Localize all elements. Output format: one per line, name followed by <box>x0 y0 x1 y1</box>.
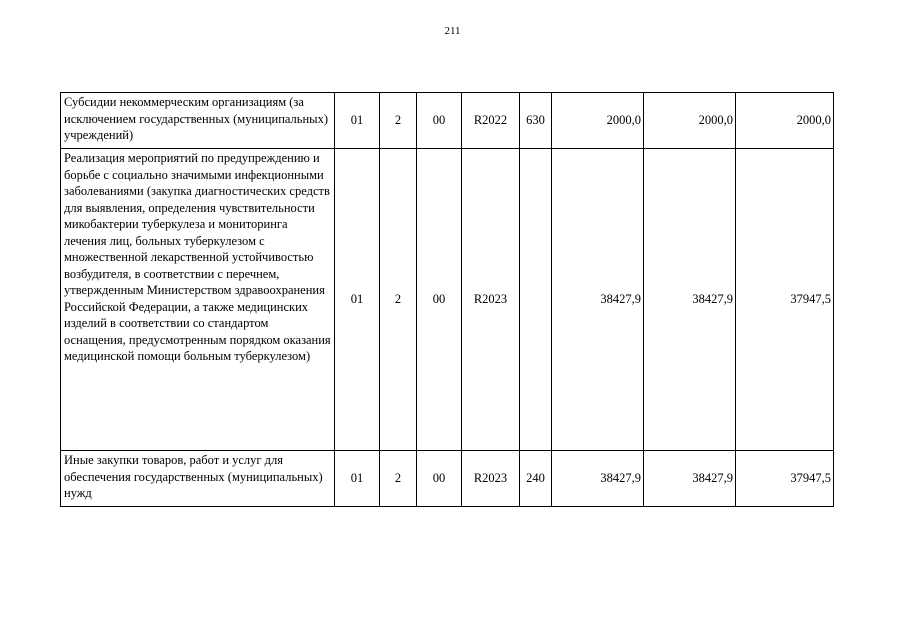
amount-year-2: 38427,9 <box>644 451 736 507</box>
section-code: 01 <box>335 149 380 451</box>
table-row <box>61 93 834 149</box>
target-article-code: R2023 <box>462 149 520 451</box>
expense-type-code <box>520 149 552 451</box>
amount-year-2: 2000,0 <box>644 93 736 149</box>
section-code: 01 <box>335 451 380 507</box>
amount-year-1: 38427,9 <box>552 451 644 507</box>
target-article-code: R2022 <box>462 93 520 149</box>
subprogram-code: 00 <box>417 93 462 149</box>
amount-year-3: 37947,5 <box>736 149 834 451</box>
expense-type-code: 630 <box>520 93 552 149</box>
subprogram-code: 00 <box>417 451 462 507</box>
expense-type-code: 240 <box>520 451 552 507</box>
subprogram-code: 00 <box>417 149 462 451</box>
table-row <box>61 451 834 507</box>
amount-year-3: 37947,5 <box>736 451 834 507</box>
section-code: 01 <box>335 93 380 149</box>
page-number: 211 <box>444 25 461 37</box>
amount-year-1: 38427,9 <box>552 149 644 451</box>
program-code: 2 <box>380 149 417 451</box>
amount-year-2: 38427,9 <box>644 149 736 451</box>
budget-table <box>60 92 834 507</box>
target-article-code: R2023 <box>462 451 520 507</box>
program-code: 2 <box>380 93 417 149</box>
row-name: Реализация мероприятий по предупреждению и борьбе с социально значимыми инфекционными заболеваниями (закупка диагностических средств для выявления, определения чувствительности микобактерии туберкулеза и мониторинга лечения лиц, больных туберкулезом с множественной лекарственной устойчивостью возбудителя, в соответствии с перечнем, утвержденным Министерством здравоохранения Российской Федерации, а также медицинских изделий в соответствии со стандартом оснащения, предусмотренным порядком оказания медицинской помощи больным туберкулезом) <box>61 149 335 451</box>
row-name: Иные закупки товаров, работ и услуг для обеспечения государственных (муниципальных) нужд <box>61 451 335 507</box>
program-code: 2 <box>380 451 417 507</box>
row-name: Субсидии некоммерческим организациям (за исключением государственных (муниципальных) учреждений) <box>61 93 335 149</box>
table-row <box>61 149 834 451</box>
amount-year-3: 2000,0 <box>736 93 834 149</box>
amount-year-1: 2000,0 <box>552 93 644 149</box>
